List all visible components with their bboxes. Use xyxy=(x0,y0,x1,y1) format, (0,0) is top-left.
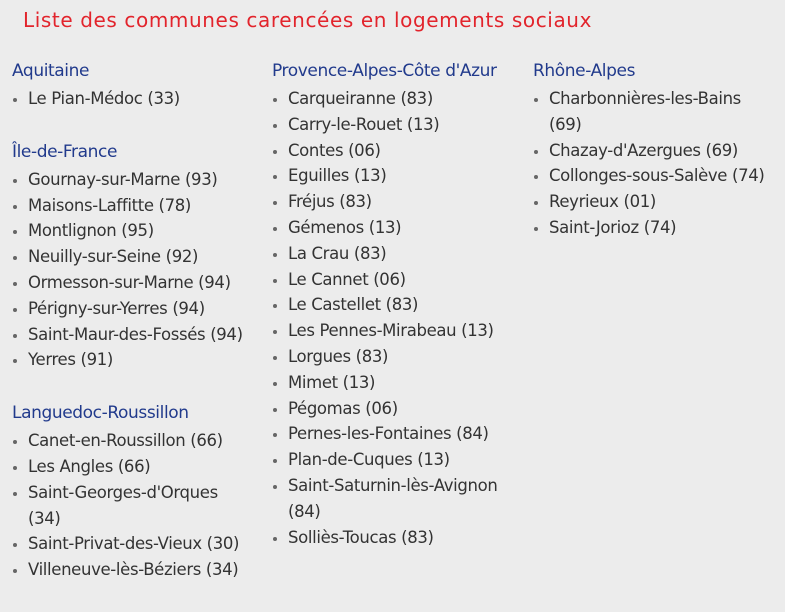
commune-item: Solliès-Toucas (83) xyxy=(272,525,530,551)
commune-item: Les Pennes-Mirabeau (13) xyxy=(272,318,530,344)
commune-item: Contes (06) xyxy=(272,138,530,164)
commune-item: Reyrieux (01) xyxy=(533,189,783,215)
commune-item: Canet-en-Roussillon (66) xyxy=(12,428,264,454)
commune-item: Carqueiranne (83) xyxy=(272,86,530,112)
commune-item: La Crau (83) xyxy=(272,241,530,267)
region-heading: Provence-Alpes-Côte d'Azur xyxy=(272,61,497,81)
commune-item: Maisons-Laffitte (78) xyxy=(12,193,264,219)
commune-list xyxy=(272,86,530,550)
commune-item: Mimet (13) xyxy=(272,370,530,396)
region-heading: Aquitaine xyxy=(12,61,90,81)
commune-list xyxy=(533,86,783,241)
commune-item: Fréjus (83) xyxy=(272,189,530,215)
commune-item: Saint-Privat-des-Vieux (30) xyxy=(12,531,264,557)
commune-item: Neuilly-sur-Seine (92) xyxy=(12,244,264,270)
commune-item: Saint-Georges-d'Orques (34) xyxy=(12,480,264,532)
region-heading: Languedoc-Roussillon xyxy=(12,403,189,424)
commune-item: Lorgues (83) xyxy=(272,344,530,370)
commune-item: Gournay-sur-Marne (93) xyxy=(12,167,264,193)
commune-item: Villeneuve-lès-Béziers (34) xyxy=(12,557,264,583)
commune-item: Eguilles (13) xyxy=(272,163,530,189)
region-heading: Île-de-France xyxy=(12,141,118,162)
commune-item: Pégomas (06) xyxy=(272,396,530,422)
commune-item: Les Angles (66) xyxy=(12,454,264,480)
commune-item: Yerres (91) xyxy=(12,347,264,373)
commune-list xyxy=(12,167,264,373)
commune-item: Chazay-d'Azergues (69) xyxy=(533,138,783,164)
commune-item: Le Cannet (06) xyxy=(272,267,530,293)
commune-item: Le Pian-Médoc (33) xyxy=(12,86,264,112)
commune-item: Collonges-sous-Salève (74) xyxy=(533,163,783,189)
commune-item: Carry-le-Rouet (13) xyxy=(272,112,530,138)
column-3 xyxy=(533,60,783,270)
commune-item: Périgny-sur-Yerres (94) xyxy=(12,296,264,322)
commune-item: Montlignon (95) xyxy=(12,218,264,244)
column-1 xyxy=(12,60,264,612)
commune-item: Saint-Saturnin-lès-Avignon (84) xyxy=(272,473,530,525)
commune-item: Le Castellet (83) xyxy=(272,292,530,318)
commune-list xyxy=(12,86,264,112)
commune-item: Saint-Jorioz (74) xyxy=(533,215,783,241)
page-title: Liste des communes carencées en logements sociaux xyxy=(23,8,593,32)
commune-item: Gémenos (13) xyxy=(272,215,530,241)
commune-item: Saint-Maur-des-Fossés (94) xyxy=(12,322,264,348)
region-heading: Rhône-Alpes xyxy=(533,61,636,81)
commune-list xyxy=(12,428,264,583)
commune-item: Pernes-les-Fontaines (84) xyxy=(272,421,530,447)
column-2 xyxy=(272,60,530,579)
commune-item: Ormesson-sur-Marne (94) xyxy=(12,270,264,296)
commune-item: Charbonnières-les-Bains (69) xyxy=(533,86,783,138)
commune-item: Plan-de-Cuques (13) xyxy=(272,447,530,473)
